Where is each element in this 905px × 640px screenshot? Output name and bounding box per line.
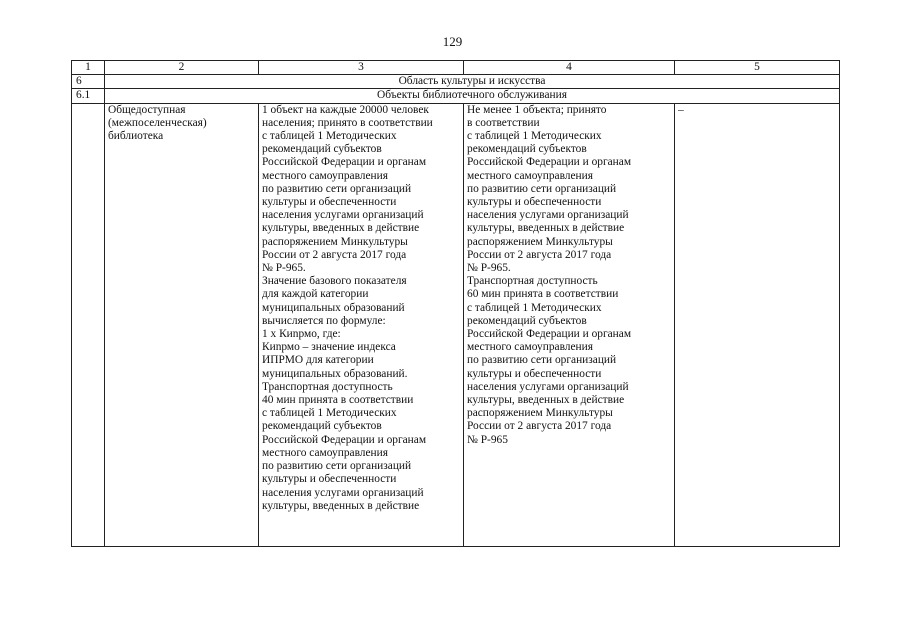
norm-line: по развитию сети организаций [262,182,412,195]
norm-line: ИПРМО для категории [262,354,374,367]
norm-line: по развитию сети организаций [467,182,617,195]
norm-line: культуры, введенных в действие [262,499,420,512]
subsection-row [72,89,840,103]
page-number: 129 [442,34,463,49]
norm-line: № Р-965. [262,262,306,275]
norm-line: с таблицей 1 Методических [467,301,602,314]
norm-line: муниципальных образований. [262,367,408,380]
norm-line: местного самоуправления [262,446,388,459]
norm-line: населения услугами организаций [262,209,424,222]
norm-line: распоряжением Минкультуры [467,407,613,420]
norm-line: в соответствии [467,116,540,129]
norm-line: культуры и обеспеченности [467,367,602,380]
norm-line: населения; принято в соответствии [262,116,433,129]
norm-line: вычисляется по формуле: [262,314,386,327]
norm-line: 1 х Киnрмо, где: [262,328,341,341]
object-name-line: Общедоступная [108,103,186,116]
object-name-line: (межпоселенческая) [108,116,207,129]
norm-line: Транспортная доступность [262,380,393,393]
section-title: Область культуры и искусства [105,75,840,89]
norm-line: с таблицей 1 Методических [467,130,602,143]
norm-line: России от 2 августа 2017 года [467,248,612,261]
norm-line: местного самоуправления [262,169,388,182]
norm-line: России от 2 августа 2017 года [262,248,407,261]
norm-line: культуры и обеспеченности [262,473,397,486]
section-row [72,75,840,89]
column-number: 1 [72,61,105,75]
norm-line: рекомендаций субъектов [262,420,382,433]
norm-line: населения услугами организаций [262,486,424,499]
column-number-row [72,61,840,75]
norm-line: 60 мин принята в соответствии [467,288,619,301]
norm-line: № Р-965. [467,262,511,275]
subsection-title: Объекты библиотечного обслуживания [105,89,840,103]
norm-line: культуры, введенных в действие [467,394,625,407]
section-code: 6 [72,75,105,89]
norm-line: по развитию сети организаций [262,460,412,473]
note-dash: – [678,103,684,116]
norm-line: Российской Федерации и органам [262,156,427,169]
norm-line: рекомендаций субъектов [467,143,587,156]
norm-line: для каждой категории [262,288,369,301]
row-code-cell [72,103,105,546]
norm-line: № Р-965 [467,433,508,446]
object-name-cell [105,103,259,546]
norm-line: по развитию сети организаций [467,354,617,367]
norm-line: Транспортная доступность [467,275,598,288]
norm-line: с таблицей 1 Методических [262,407,397,420]
norm-line: культуры и обеспеченности [467,196,602,209]
norm-line: Российской Федерации и органам [467,156,632,169]
norm-line: 1 объект на каждые 20000 человек [262,103,429,116]
column-number: 4 [464,61,675,75]
column-number: 3 [259,61,464,75]
norm-line: Российской Федерации и органам [467,328,632,341]
norm-cell-col4 [464,103,675,546]
norm-cell-col3 [259,103,464,546]
norm-line: распоряжением Минкультуры [467,235,613,248]
norm-line: Значение базового показателя [262,275,407,288]
norm-line: России от 2 августа 2017 года [467,420,612,433]
norm-line: 40 мин принята в соответствии [262,394,414,407]
norm-line: культуры и обеспеченности [262,196,397,209]
norm-line: культуры, введенных в действие [262,222,420,235]
column-number: 2 [105,61,259,75]
norm-line: рекомендаций субъектов [262,143,382,156]
norm-line: населения услугами организаций [467,209,629,222]
norm-line: рекомендаций субъектов [467,314,587,327]
subsection-code: 6.1 [72,89,105,103]
norm-line: населения услугами организаций [467,380,629,393]
norm-line: Киnрмо – значение индекса [262,341,396,354]
norm-line: местного самоуправления [467,341,593,354]
note-cell [675,103,840,546]
norm-line: муниципальных образований [262,301,405,314]
norms-table [71,60,840,547]
norm-line: культуры, введенных в действие [467,222,625,235]
object-name-line: библиотека [108,130,164,143]
norm-line: с таблицей 1 Методических [262,130,397,143]
norm-line: распоряжением Минкультуры [262,235,408,248]
norm-line: Российской Федерации и органам [262,433,427,446]
column-number: 5 [675,61,840,75]
library-row [72,103,840,546]
norm-line: местного самоуправления [467,169,593,182]
norm-line: Не менее 1 объекта; принято [467,103,607,116]
